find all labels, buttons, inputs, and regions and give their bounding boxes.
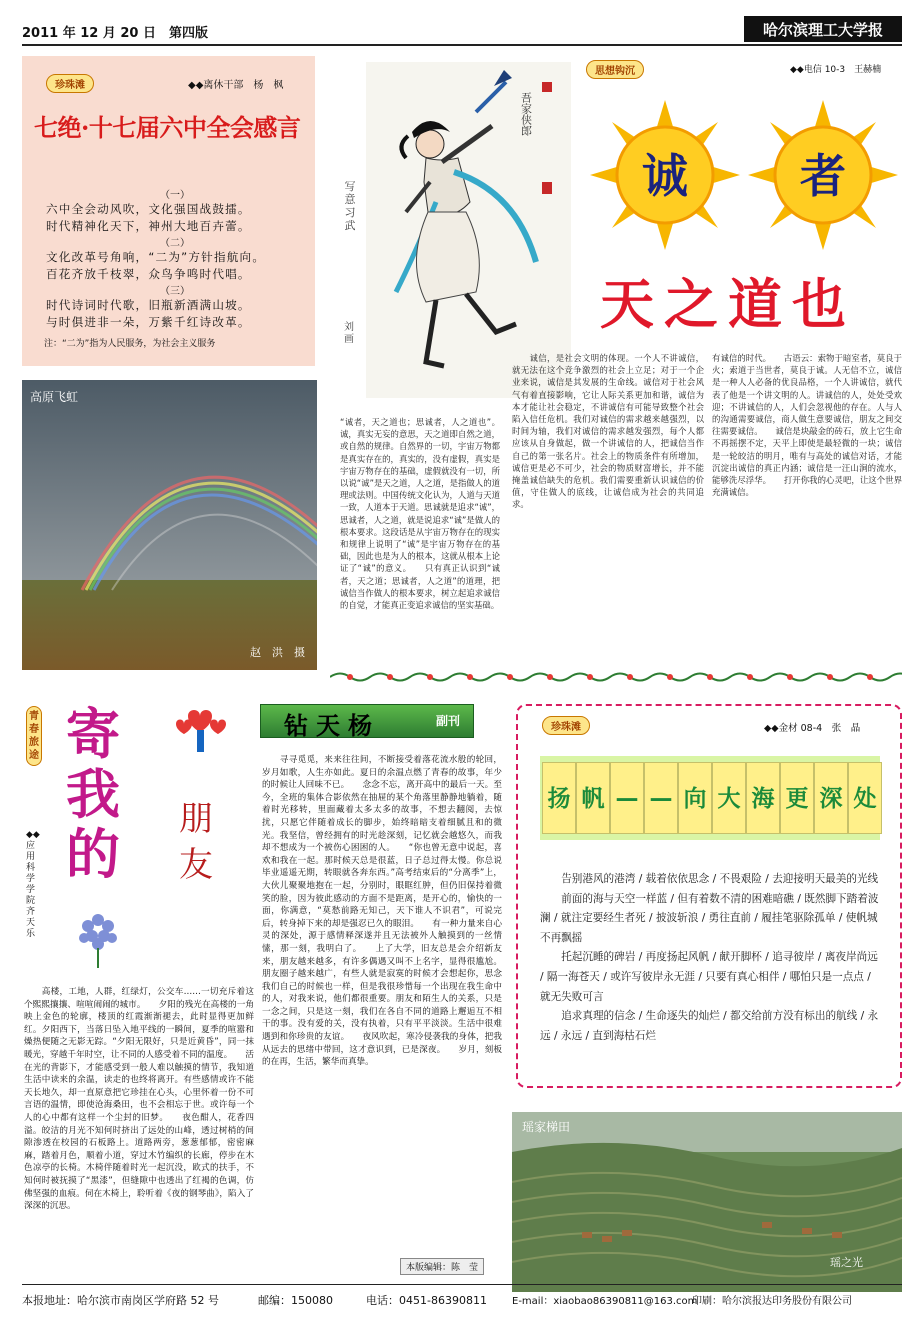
vine-decoration — [330, 670, 902, 684]
honesty-title-char-1: 诚 — [642, 149, 688, 203]
friend-subtitle: 朋友 — [179, 799, 213, 885]
pearl-title-char: 扬 — [542, 762, 576, 834]
poem-line: 文化改革号角响，“二为”方针指航向。 — [46, 250, 266, 264]
pearl-title-char: 深 — [814, 762, 848, 834]
poem-line: 百花齐放千枝翠，众鸟争鸣时代唱。 — [46, 267, 251, 281]
painting-title: 写意 习武 — [344, 180, 356, 232]
pearl-title-char: 更 — [780, 762, 814, 834]
header-rule — [22, 44, 902, 46]
newspaper-name: 哈尔滨理工大学报 — [744, 16, 902, 42]
pearl-stanza: 告别港风的港湾 / 载着依依思念 / 不畏艰险 / 去迎接明天最美的光线 — [561, 873, 879, 885]
honesty-title-char-2: 者 — [800, 149, 846, 203]
footer-email: E-mail：xiaobao86390811@163.com — [512, 1296, 698, 1307]
poem-section-3: （三） — [160, 286, 190, 297]
flower-icon — [74, 910, 122, 973]
friend-column-tag: 青春旅途 — [26, 706, 42, 766]
sun-icon — [748, 100, 898, 253]
pearl-title-char: — — [644, 762, 678, 834]
pearl-title-char: 海 — [746, 762, 780, 834]
pearl-stanza: 托起沉睡的碑岩 / 再度扬起风帆 / 献开脚杯 / 追寻彼岸 / 离夜岸尚远 / 隔一海苍天 / 或许写彼岸永无涯 / 只要有真心相伴 / 哪怕只是一点点 / 就无失败可言 — [540, 951, 878, 1003]
painting-credit: 刘 画 — [344, 322, 354, 345]
honesty-author: ◆◆电信 10-3 王赫楠 — [790, 65, 882, 75]
pearl-poem-body — [540, 870, 884, 1046]
painting-image — [366, 62, 571, 398]
terrace-photo-mark: 瑶之光 — [830, 1256, 863, 1269]
poem-line: 六中全会动风吹，文化强国战鼓擂。 — [46, 202, 251, 216]
honesty-body-col2: 诚信，是社会文明的体现。一个人不讲诚信，就无法在这个竞争激烈的社会上立足；对于一个企业来说，诚信是其发展的生命线。诚信对于社会风气有着直接影响，它让人际关系更加和谐，诚信为本才能让社会稳定，不讲诚信有可能导致整个社会陷入信任危机。我们对诚信的需求越来越强烈，以时间为轴，我们对诚信的需求越发强烈，每个人都应该从自身做起，做一个讲诚信的人，把诚信当作自己的第一张名片。社会上的物质条件有所增加，诚信更是必不可少，社会的物质财富增长，并不能掩盖诚信缺失的危机。我们需要重新认识诚信的价值，守住做人的底线，让诚信成为社会的共同追求。 — [512, 353, 704, 510]
footer-address: 本报地址：哈尔滨市南岗区学府路 52 号 — [22, 1294, 219, 1307]
page-editor: 本版编辑：陈 莹 — [400, 1258, 484, 1275]
pearl-title-char: — — [610, 762, 644, 834]
pearl-author: ◆◆金材 08-4 张 晶 — [764, 723, 861, 734]
zuantianyang-body: 寻寻觅觅，来来往往间，不断接受着落花流水般的轮回，岁月如歌，人生亦如此。夏日的余温点燃了青春的故事，年少的时候让人回味不已。 念念不忘，离开高中的最后一天。至今，全班的集体合影依然在抽屉的某个角落里静静地躺着，随着时光移转，里面藏着太多太多的故事，不想去翻阅，去惊扰，只愿它伴随着成长的脚步，始终暗暗支着细腻且和的微光。我坚信，曾经拥有的时光趁深刻，记忆就会越悠久，而我却不想成为一个被伤心困困的人。 “你也曾无意中说起，喜欢和我在一起。那时候天总是很蓝，日子总过得太慢。你总说毕业遥遥无期，转眼就各奔东西。”高考结束后的“分离季”上，大伙儿聚聚地抱在一起，分别时，眼眶红肿，但仍旧保持着微笑的脸，因为彼此感动的方面不是距离，是开心的，愉快的一面，你满意，“莫愁前路无知己，天下谁人不识君”，可说完后，转身掉下来的却是强忍已久的眼泪。 有一种力量来自心灵的深处，源于感情释深遂并且无法被外人触摸到的一丝情愫，那一刻，我明白了。 上了大学，旧友总是会介绍新友来，朋友越来越多，有许多偶遇又叫不上名字，显得很尴尬。朋友圈子越来越广，有些人就是寂寞的时候才会想起你，思念我们自己的时候也一样，但是我很珍惜每一个出现在我生命中的人，对我来说，他们都很重要。朋友和陌生人的关系，只是一念之间，只是这一刻，我们在各自不同的道路上邂逅互不相干的事。没有爱的关，没有执着，只有平平淡淡。生活中很难遇到和你珍贵的友谊。 夜风吹起，寒冷侵袭我的身体，把我从远去的思绪中带回，这才意识到，已是深夜。 岁月，刻板的在再，生活，繁华而真挚。 — [262, 755, 502, 1068]
heart-tree-icon — [174, 706, 230, 757]
issue-date: 2011 年 12 月 20 日 第四版 — [22, 26, 208, 41]
footer-phone: 电话：0451-86390811 — [366, 1294, 487, 1307]
friend-author: ◆◆应用科学学院 齐天乐 — [26, 830, 45, 939]
poem-section-2: （二） — [160, 238, 190, 249]
footer-printer: 印刷：哈尔滨报达印务股份有限公司 — [692, 1296, 852, 1307]
zuantianyang-title: 钻天杨 — [284, 712, 380, 740]
pearl-column-tag: 珍珠滩 — [542, 716, 590, 735]
pearl-stanza: 追求真理的信念 / 生命逐失的灿烂 / 都交给前方没有标出的航线 / 永远 / 永远 / 直到海枯石烂 — [540, 1010, 879, 1042]
poem-line: 与时俱进非一朵，万紫千红诗改革。 — [46, 315, 251, 329]
honesty-body-col3: 有诚信的时代。 古语云：索物于暗室者，莫良于火；索道于当世者，莫良于诚。人无信不立，诚信是一种人人必备的优良品格，一个人讲诚信，就代表了他是一个讲文明的人。讲诚信的人，处处受欢迎；不讲诚信的人，人们会忽视他的存在。人与人的沟通需要诚信，商人做生意要诚信，朋友之间交往需要诚信。 诚信是块敲金的砖石，放上它生命不再摇摆不定，天平上即使是最轻微的一块；诚信是一轮皎洁的明月，唯有与高处的诚信对话，才能沉淀出诚信的真正内涵；诚信是一汪山涧的流水，能够洗尽浮华。 打开你我的心灵吧，让这个世界充满诚信。 — [712, 353, 902, 498]
honesty-subtitle: 天之道也 — [600, 273, 856, 336]
friend-body: 高楼，工地，人群，红绿灯，公交车……一切充斥着这个熙熙攘攘、喧喧闹闹的城市。 夕阳的残光在高楼的一角映上金色的轮廓，楼顶的红霞渐渐褪去，此时显得更加鲜红。夕阳西下，当落日坠入地平线的一瞬间，夏季的喧嚣和燥热便随之无影无踪。“夕阳无限好，只是近黄昏”，同一抹暖光，穿越千年时空，让不同的人感受着不同的温度。 活在光的背影下，才能感受到一般人难以触摸的情节，我知道生活中读来的余温，读走的也终将离开。有些感情或许不能天长地久，却一直原意把它珍挂在心头，心里怀着一份不可言语的温情，即使沧海桑田，也不会相忘于世。或许每一个人的心中都有这样一个尘封的旧梦。 夜色酣人，花香四溢。皎洁的月光不知何时挤出了远处的山峰，透过树梢的间隙渗透在校园的石板路上。道路两旁，葱葱郁郁，密密麻麻，踏着月色，顺着小道，穿过木竹编织的长廊，停步在木色凉亭的长椅。木椅伴随着时光一起沉没，欧式的扶手，不知何时被抚摸了“黑漆”，但缝隙中也透出了红褐的色调，仿佛坚强的血痕。伺在木椅上，聆听着《夜的钢琴曲》，陷入了深深的沉思。 — [24, 987, 254, 1212]
poem-author: ◆◆离休干部 杨 枫 — [188, 80, 284, 91]
pearl-title-char: 向 — [678, 762, 712, 834]
painting-inscription: 吾家侠郎 — [519, 92, 533, 136]
sun-icon — [590, 100, 740, 253]
poem-section-1: （一） — [160, 190, 190, 201]
poem-title: 七绝·十七届六中全会感言 — [34, 113, 301, 142]
poem-column-tag: 珍珠滩 — [46, 74, 94, 93]
rainbow-photo-caption: 高原飞虹 — [30, 390, 79, 404]
poem-line: 时代诗词时代歌，旧瓶新酒满山坡。 — [46, 298, 251, 312]
footer-rule — [22, 1284, 902, 1285]
poem-line: 时代精神化天下，神州大地百卉蕾。 — [46, 219, 251, 233]
terrace-photo-caption: 瑶家梯田 — [522, 1120, 571, 1134]
friend-title: 寄我的 — [66, 703, 120, 886]
honesty-column-tag: 思想钩沉 — [586, 60, 644, 79]
pearl-title-char: 大 — [712, 762, 746, 834]
pearl-title-char: 帆 — [576, 762, 610, 834]
pearl-stanza: 前面的海与天空一样蓝 / 但有着数不清的困难暗礁 / 既然脚下踏着波澜 / 就注定要经生者死 / 披波斩浪 / 勇往直前 / 履挂笔驱除孤单 / 使帆城不再飘摇 — [540, 892, 879, 944]
poem-note: 注：“二为”指为人民服务，为社会主义服务 — [44, 339, 216, 349]
pearl-title-char: 处 — [848, 762, 882, 834]
rainbow-photo-credit: 赵 洪 摄 — [250, 646, 305, 659]
rainbow-photo — [22, 380, 317, 670]
footer-postcode: 邮编：150080 — [258, 1294, 333, 1307]
zuantianyang-side-label: 副刊 — [436, 714, 461, 728]
honesty-body-col1: “诚者，天之道也；思诚者，人之道也”。诚，真实无妄的意思，天之道即自然之道，或自然的规律。自然界的一切，宇宙万物都是真实存在的，真实的，没有虚假，真实是宇宙万物存在的基础，虚假就没有一切，所以说“诚”是天之道，人之道，是指做人的道理或法则。中国传统文化认为，人道与天道一致，人道本于天道。思诚就是追求“诚”，思诚者，人之道，就是说追求“诚”是做人的根本要求。这段话是从宇宙万物存在的现实和规律上说明了“诚”是宇宙万物存在的基础，因此也是为人的根本，这就从根本上论证了“诚”的意义。 只有真正认识到“诚者，天之道；思诚者，人之道”的道理，把诚信当作做人的根本要求，树立起追求诚信的自觉，才能真正变追求诚信的坚实基础。 — [340, 417, 500, 611]
